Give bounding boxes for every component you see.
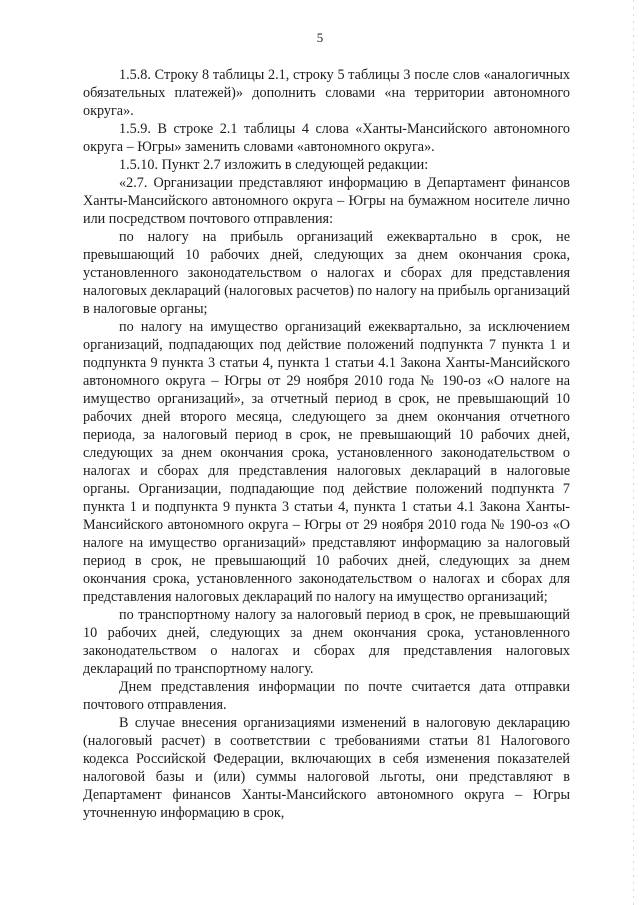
paragraph-transport-tax: по транспортному налогу за налоговый период в срок, не превышающий 10 рабочих дней, следующих за днем окончания срока, установленного законодательством о налогах и сборах для представления налоговых деклараций по транспортному налогу. [83, 607, 570, 677]
paragraph-amendments: В случае внесения организациями изменений в налоговую декларацию (налоговый расчет) в соответствии с требованиями статьи 81 Налогового кодекса Российской Федерации, включающих в себя изменения показателей налоговой базы и (или) суммы налоговой льготы, они представляют в Департамент финансов Ханты-Мансийского автономного округа – Югры уточненную информацию в срок, [83, 715, 570, 821]
paragraph-2-7-intro: «2.7. Организации представляют информацию в Департамент финансов Ханты-Мансийского автономного округа – Югры на бумажном носителе лично или посредством почтового отправления: [83, 175, 570, 227]
paragraph-postal-date: Днем представления информации по почте считается дата отправки почтового отправления. [83, 679, 570, 713]
paragraph-1-5-8: 1.5.8. Строку 8 таблицы 2.1, строку 5 таблицы 3 после слов «аналогичных обязательных платежей)» дополнить словами «на территории автономного округа». [83, 67, 570, 119]
page-number: 5 [316, 30, 324, 45]
paragraph-property-tax: по налогу на имущество организаций ежеквартально, за исключением организаций, подпадающих под действие положений подпункта 7 пункта 1 и подпункта 9 пункта 3 статьи 4, пункта 1 статьи 4.1 Закона Ханты-Мансийского автономного округа – Югры от 29 ноября 2010 года № 190-оз «О налоге на имущество организаций», за отчетный период в срок, не превышающий 10 рабочих дней второго месяца, следующего за днем окончания отчетного периода, за налоговый период в срок, не превышающий 10 рабочих дней, следующих за днем окончания срока, установленного законодательством о налогах и сборах для представления налоговых деклараций в налоговые органы. Организации, подпадающие под действие положений подпункта 7 пункта 1 и подпункта 9 пункта 3 статьи 4, пункта 1 статьи 4.1 Закона Ханты-Мансийского автономного округа – Югры от 29 ноября 2010 года № 190-оз «О налоге на имущество организаций» представляют информацию за налоговый период в срок, не превышающий 10 рабочих дней, следующих за днем окончания срока, установленного законодательством о налогах и сборах для представления налоговых деклараций по налогу на имущество организаций; [83, 319, 570, 605]
document-body [83, 66, 570, 822]
paragraph-1-5-9: 1.5.9. В строке 2.1 таблицы 4 слова «Ханты-Мансийского автономного округа – Югры» заменить словами «автономного округа». [83, 121, 570, 155]
scan-edge-mark [633, 0, 634, 905]
paragraph-1-5-10: 1.5.10. Пункт 2.7 изложить в следующей редакции: [119, 157, 429, 173]
paragraph-profit-tax: по налогу на прибыль организаций ежеквартально в срок, не превышающий 10 рабочих дней, следующих за днем окончания срока, установленного законодательством о налогах и сборах для представления налоговых деклараций (налоговых расчетов) по налогу на прибыль организаций в налоговые органы; [83, 229, 570, 317]
